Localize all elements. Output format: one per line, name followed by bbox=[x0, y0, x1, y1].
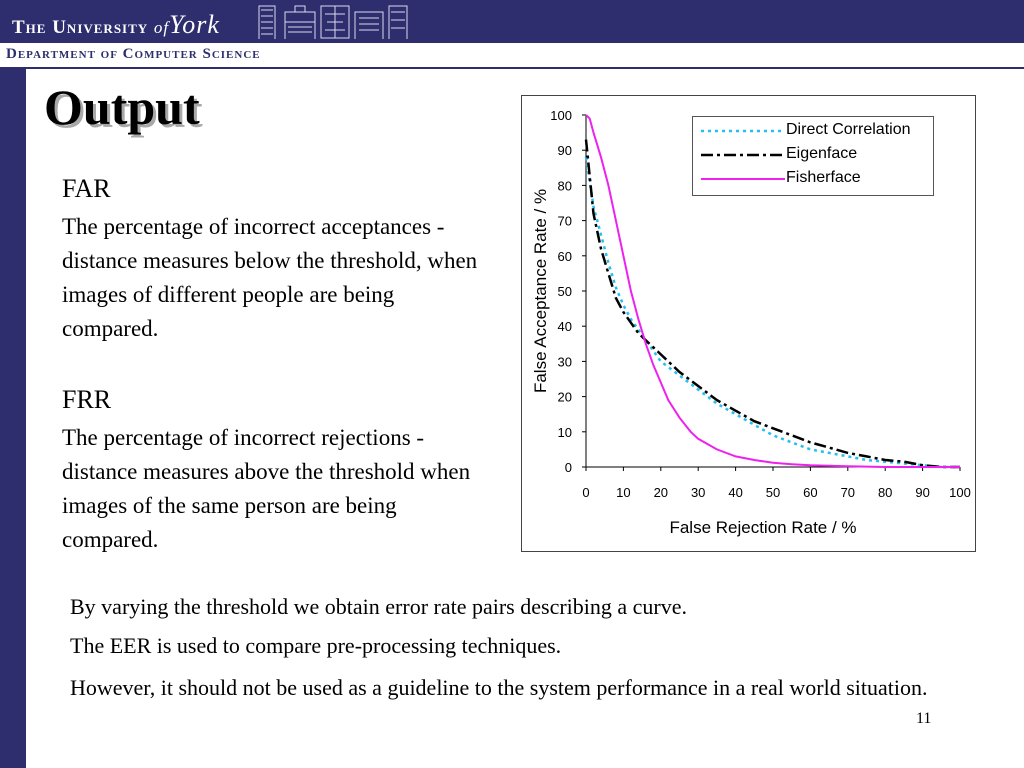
x-tick-label: 30 bbox=[690, 485, 706, 500]
x-tick-label: 10 bbox=[616, 485, 631, 500]
y-tick-label: 80 bbox=[557, 178, 572, 194]
x-tick-label: 40 bbox=[728, 485, 743, 500]
y-tick-label: 40 bbox=[557, 319, 572, 335]
university-logo-text: The University ofYork bbox=[12, 10, 220, 39]
y-tick-label: 30 bbox=[557, 354, 572, 370]
chart-legend bbox=[692, 116, 934, 196]
university-crest-icon bbox=[255, 2, 410, 41]
frr-heading: FRR bbox=[62, 385, 112, 414]
y-tick-label: 20 bbox=[557, 389, 572, 405]
x-axis-label: False Rejection Rate / % bbox=[669, 518, 857, 537]
legend-swatch-direct-correlation bbox=[701, 120, 785, 140]
x-tick-label: 90 bbox=[915, 485, 930, 500]
department-name: Department of Computer Science bbox=[6, 46, 261, 62]
x-tick-label: 80 bbox=[877, 485, 893, 500]
x-tick-label: 0 bbox=[582, 485, 590, 500]
y-tick-label: 70 bbox=[557, 213, 572, 229]
y-tick-label: 60 bbox=[557, 248, 572, 264]
legend-label-direct-correlation: Direct Correlation bbox=[786, 121, 911, 138]
x-tick-label: 50 bbox=[765, 485, 781, 500]
header-bar bbox=[0, 0, 1024, 43]
x-tick-label: 70 bbox=[840, 485, 856, 500]
y-tick-label: 100 bbox=[550, 108, 572, 123]
series-line-direct-correlation bbox=[586, 157, 960, 467]
page-number: 11 bbox=[916, 710, 932, 727]
left-accent-bar bbox=[0, 69, 26, 768]
legend-item-eigenface bbox=[693, 144, 933, 166]
legend-swatch-fisherface bbox=[701, 168, 785, 188]
legend-label-fisherface: Fisherface bbox=[786, 169, 861, 186]
frr-description: The percentage of incorrect rejections - distance measures above the threshold when images of the same person are being compared. bbox=[62, 425, 471, 552]
legend-item-fisherface bbox=[693, 168, 933, 190]
y-tick-label: 90 bbox=[557, 143, 572, 159]
far-heading: FAR bbox=[62, 174, 111, 203]
bullet-2: The EER is used to compare pre-processing techniques. bbox=[70, 633, 562, 658]
far-description: The percentage of incorrect acceptances - distance measures below the threshold, when images of different people are being compared. bbox=[62, 214, 478, 341]
legend-item-direct-correlation bbox=[693, 120, 933, 142]
x-tick-label: 20 bbox=[653, 485, 669, 500]
legend-label-eigenface: Eigenface bbox=[786, 145, 858, 162]
x-tick-label: 60 bbox=[803, 485, 818, 500]
y-tick-label: 0 bbox=[564, 460, 572, 475]
y-tick-label: 10 bbox=[557, 424, 572, 440]
bullet-3: However, it should not be used as a guideline to the system performance in a real world situation. bbox=[70, 675, 928, 700]
y-axis-label: False Acceptance Rate / % bbox=[531, 188, 550, 394]
bullet-1: By varying the threshold we obtain error rate pairs describing a curve. bbox=[70, 594, 688, 619]
y-tick-label: 50 bbox=[557, 284, 572, 299]
error-rate-chart bbox=[521, 95, 976, 552]
x-tick-label: 100 bbox=[949, 485, 971, 500]
legend-swatch-eigenface bbox=[701, 144, 785, 164]
department-bar bbox=[0, 43, 1024, 69]
slide-title: Output bbox=[44, 79, 200, 135]
